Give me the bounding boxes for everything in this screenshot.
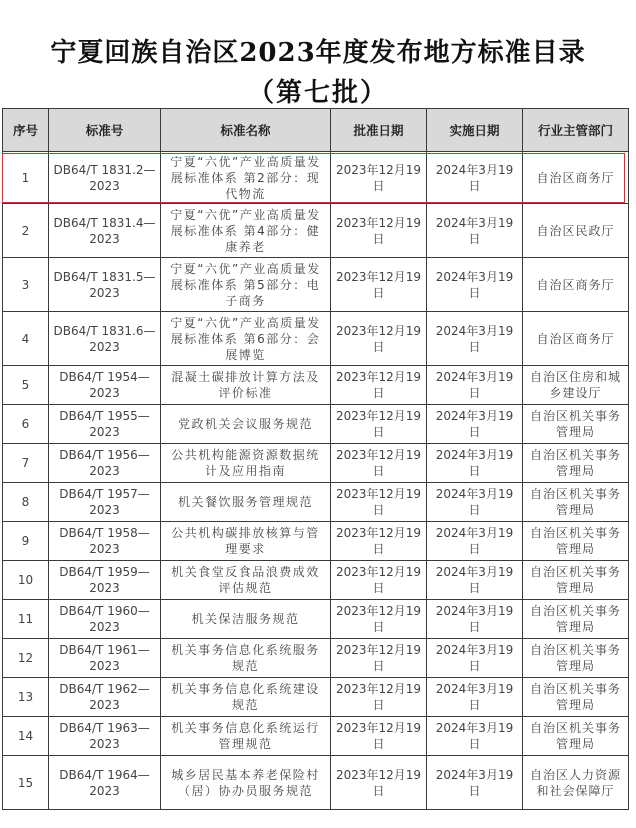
row-department: 自治区机关事务管理局	[523, 717, 629, 756]
page-subtitle: （第七批）	[247, 78, 388, 108]
row-code: DB64/T 1831.4—2023	[49, 204, 161, 258]
row-approve-date: 2023年12月19日	[331, 522, 427, 561]
row-no: 4	[3, 312, 49, 366]
col-header-no: 序号	[3, 109, 49, 152]
row-effective-date: 2024年3月19日	[427, 366, 523, 405]
row-department: 自治区机关事务管理局	[523, 639, 629, 678]
row-name: 公共机构碳排放核算与管理要求	[161, 522, 331, 561]
row-no: 2	[3, 204, 49, 258]
row-department: 自治区机关事务管理局	[523, 561, 629, 600]
row-effective-date: 2024年3月19日	[427, 600, 523, 639]
row-name: 混凝土碳排放计算方法及评价标准	[161, 366, 331, 405]
row-code: DB64/T 1961—2023	[49, 639, 161, 678]
table-row	[3, 561, 629, 600]
row-code: DB64/T 1958—2023	[49, 522, 161, 561]
row-name: 机关食堂反食品浪费成效评估规范	[161, 561, 331, 600]
row-department: 自治区机关事务管理局	[523, 522, 629, 561]
row-no: 14	[3, 717, 49, 756]
row-approve-date: 2023年12月19日	[331, 639, 427, 678]
row-code: DB64/T 1963—2023	[49, 717, 161, 756]
row-no: 11	[3, 600, 49, 639]
page-title: 宁夏回族自治区2023年度发布地方标准目录	[50, 38, 586, 68]
row-name: 机关事务信息化系统建设规范	[161, 678, 331, 717]
row-code: DB64/T 1964—2023	[49, 756, 161, 810]
row-effective-date: 2024年3月19日	[427, 444, 523, 483]
row-department: 自治区商务厅	[523, 152, 629, 204]
row-approve-date: 2023年12月19日	[331, 444, 427, 483]
row-no: 6	[3, 405, 49, 444]
col-header-code: 标准号	[49, 109, 161, 152]
row-effective-date: 2024年3月19日	[427, 258, 523, 312]
row-approve-date: 2023年12月19日	[331, 600, 427, 639]
row-department: 自治区机关事务管理局	[523, 483, 629, 522]
row-approve-date: 2023年12月19日	[331, 204, 427, 258]
col-header-department: 行业主管部门	[523, 109, 629, 152]
row-effective-date: 2024年3月19日	[427, 312, 523, 366]
row-effective-date: 2024年3月19日	[427, 152, 523, 204]
standards-table	[2, 108, 629, 810]
row-code: DB64/T 1831.6—2023	[49, 312, 161, 366]
row-name: 机关事务信息化系统服务规范	[161, 639, 331, 678]
row-department: 自治区机关事务管理局	[523, 405, 629, 444]
row-effective-date: 2024年3月19日	[427, 522, 523, 561]
table-row	[3, 152, 629, 204]
row-no: 7	[3, 444, 49, 483]
row-effective-date: 2024年3月19日	[427, 204, 523, 258]
row-code: DB64/T 1956—2023	[49, 444, 161, 483]
col-header-name: 标准名称	[161, 109, 331, 152]
row-approve-date: 2023年12月19日	[331, 756, 427, 810]
table-row	[3, 204, 629, 258]
row-code: DB64/T 1959—2023	[49, 561, 161, 600]
row-no: 15	[3, 756, 49, 810]
table-row	[3, 405, 629, 444]
row-department: 自治区商务厅	[523, 258, 629, 312]
row-code: DB64/T 1955—2023	[49, 405, 161, 444]
row-approve-date: 2023年12月19日	[331, 678, 427, 717]
row-effective-date: 2024年3月19日	[427, 756, 523, 810]
row-name: 机关保洁服务规范	[161, 600, 331, 639]
row-approve-date: 2023年12月19日	[331, 717, 427, 756]
row-no: 10	[3, 561, 49, 600]
row-code: DB64/T 1831.5—2023	[49, 258, 161, 312]
row-name: 公共机构能源资源数据统计及应用指南	[161, 444, 331, 483]
row-effective-date: 2024年3月19日	[427, 483, 523, 522]
row-department: 自治区人力资源和社会保障厅	[523, 756, 629, 810]
row-effective-date: 2024年3月19日	[427, 405, 523, 444]
table-row	[3, 312, 629, 366]
row-name: 宁夏“六优”产业高质量发展标准体系 第6部分：会展博览	[161, 312, 331, 366]
row-code: DB64/T 1954—2023	[49, 366, 161, 405]
row-no: 3	[3, 258, 49, 312]
row-code: DB64/T 1962—2023	[49, 678, 161, 717]
table-body	[3, 152, 629, 810]
table-row	[3, 717, 629, 756]
row-department: 自治区机关事务管理局	[523, 678, 629, 717]
table-row	[3, 444, 629, 483]
table-row	[3, 639, 629, 678]
row-name: 机关餐饮服务管理规范	[161, 483, 331, 522]
row-no: 9	[3, 522, 49, 561]
row-no: 1	[3, 152, 49, 204]
row-department: 自治区住房和城乡建设厅	[523, 366, 629, 405]
row-approve-date: 2023年12月19日	[331, 258, 427, 312]
table-row	[3, 483, 629, 522]
row-department: 自治区民政厅	[523, 204, 629, 258]
row-name: 机关事务信息化系统运行管理规范	[161, 717, 331, 756]
row-code: DB64/T 1831.2—2023	[49, 152, 161, 204]
table-header	[3, 109, 629, 152]
row-code: DB64/T 1957—2023	[49, 483, 161, 522]
row-name: 宁夏“六优”产业高质量发展标准体系 第2部分：现代物流	[161, 152, 331, 204]
row-department: 自治区商务厅	[523, 312, 629, 366]
row-approve-date: 2023年12月19日	[331, 152, 427, 204]
table-row	[3, 756, 629, 810]
row-name: 党政机关会议服务规范	[161, 405, 331, 444]
row-name: 城乡居民基本养老保险村（居）协办员服务规范	[161, 756, 331, 810]
row-approve-date: 2023年12月19日	[331, 312, 427, 366]
row-approve-date: 2023年12月19日	[331, 366, 427, 405]
row-approve-date: 2023年12月19日	[331, 561, 427, 600]
table-row	[3, 600, 629, 639]
table-row	[3, 366, 629, 405]
row-effective-date: 2024年3月19日	[427, 639, 523, 678]
row-approve-date: 2023年12月19日	[331, 405, 427, 444]
row-no: 5	[3, 366, 49, 405]
row-no: 12	[3, 639, 49, 678]
row-no: 8	[3, 483, 49, 522]
row-effective-date: 2024年3月19日	[427, 561, 523, 600]
row-department: 自治区机关事务管理局	[523, 444, 629, 483]
col-header-effective-date: 实施日期	[427, 109, 523, 152]
row-department: 自治区机关事务管理局	[523, 600, 629, 639]
row-effective-date: 2024年3月19日	[427, 678, 523, 717]
row-name: 宁夏“六优”产业高质量发展标准体系 第4部分：健康养老	[161, 204, 331, 258]
col-header-approve-date: 批准日期	[331, 109, 427, 152]
row-approve-date: 2023年12月19日	[331, 483, 427, 522]
table-row	[3, 522, 629, 561]
row-effective-date: 2024年3月19日	[427, 717, 523, 756]
table-row	[3, 258, 629, 312]
row-name: 宁夏“六优”产业高质量发展标准体系 第5部分：电子商务	[161, 258, 331, 312]
table-row	[3, 678, 629, 717]
row-no: 13	[3, 678, 49, 717]
row-code: DB64/T 1960—2023	[49, 600, 161, 639]
